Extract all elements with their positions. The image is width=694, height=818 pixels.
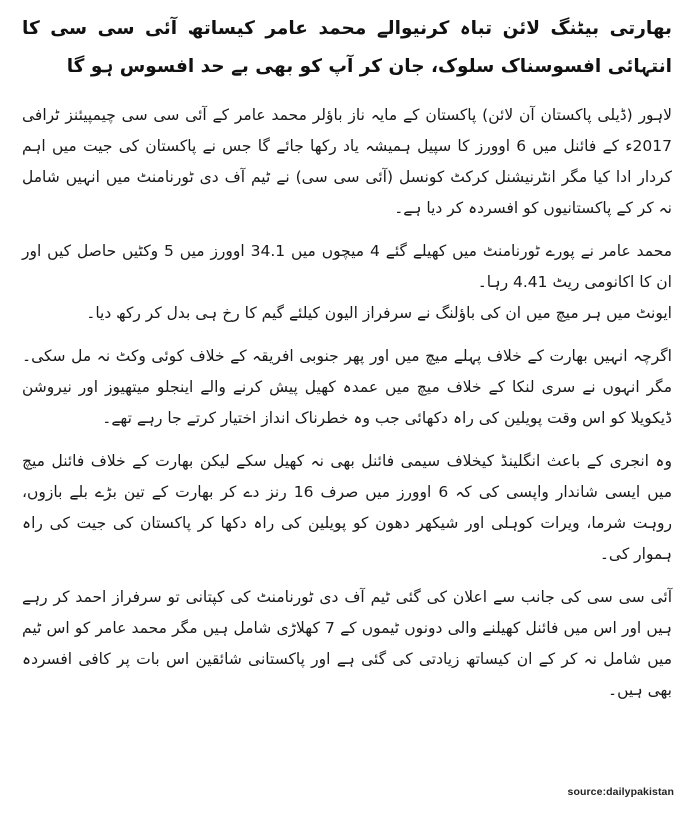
article <box>22 10 672 718</box>
paragraph-impact: ایونٹ میں ہر میچ میں ان کی باﺅلنگ نے سرفراز الیون کیلئے گیم کا رخ ہی بدل کر رکھ دیا۔ <box>86 304 672 322</box>
paragraph-intro: لاہور (ڈیلی پاکستان آن لائن) پاکستان کے مایہ ناز باﺅلر محمد عامر کے آئی سی سی چیمپیئنز ٹرافی 2017ء کے فائنل میں 6 اوورز کا سپیل ہمیشہ یاد رکھا جائے گا جس نے پاکستان کی جیت میں اہم کردار ادا کیا مگر انٹرنیشنل کرکٹ کونسل (آئی سی سی) نے ٹیم آف دی ٹورنامنٹ میں انہیں شامل نہ کر کے پاکستانیوں کو افسردہ کر دیا ہے۔ <box>22 106 672 217</box>
paragraph-final: وہ انجری کے باعث انگلینڈ کیخلاف سیمی فائنل بھی نہ کھیل سکے لیکن بھارت کے خلاف فائنل میچ میں ایسی شاندار واپسی کی کہ 6 اوورز میں صرف 16 رنز دے کر بھارت کے تین بڑے بلے بازوں، روہت شرما، ویرات کوہلی اور شیکھر دھون کو پویلین کی راہ دکھا کر پاکستان کی جیت کی راہ ہموار کی۔ <box>22 452 672 563</box>
source-credit: source:dailypakistan <box>567 786 674 798</box>
headline: بھارتی بیٹنگ لائن تباہ کرنیوالے محمد عامر کیساتھ آئی سی سی کا انتہائی افسوسناک سلوک، جان کر آپ کو بھی بے حد افسوس ہو گا <box>22 18 672 77</box>
paragraph-team-of-tournament: آئی سی سی کی جانب سے اعلان کی گئی ٹیم آف دی ٹورنامنٹ کی کپتانی تو سرفراز احمد کر رہے ہیں اور اس میں فائنل کھیلنے والی دونوں ٹیموں کے 7 کھلاڑی شامل ہیں مگر محمد عامر کو اس ٹیم میں شامل نہ کر کے ان کیساتھ زیادتی کی گئی ہے اور پاکستانی شائقین اس بات پر کافی افسردہ بھی ہیں۔ <box>22 588 672 699</box>
paragraph-stats: محمد عامر نے پورے ٹورنامنٹ میں کھیلے گئے 4 میچوں میں 34.1 اوورز میں 5 وکٹیں حاصل کیں اور ان کا اکانومی ریٹ 4.41 رہا۔ <box>22 242 673 291</box>
paragraph-sri-lanka: اگرچہ انہیں بھارت کے خلاف پہلے میچ میں اور پھر جنوبی افریقہ کے خلاف کوئی وکٹ نہ مل سکی۔ مگر انہوں نے سری لنکا کے خلاف میچ میں عمدہ کھیل پیش کرنے والے اینجلو میتھیوز اور نیروشن ڈیکویلا کو اس وقت پویلین کی راہ دکھائی جب وہ خطرناک انداز اختیار کرتے جا رہے تھے۔ <box>22 347 672 427</box>
